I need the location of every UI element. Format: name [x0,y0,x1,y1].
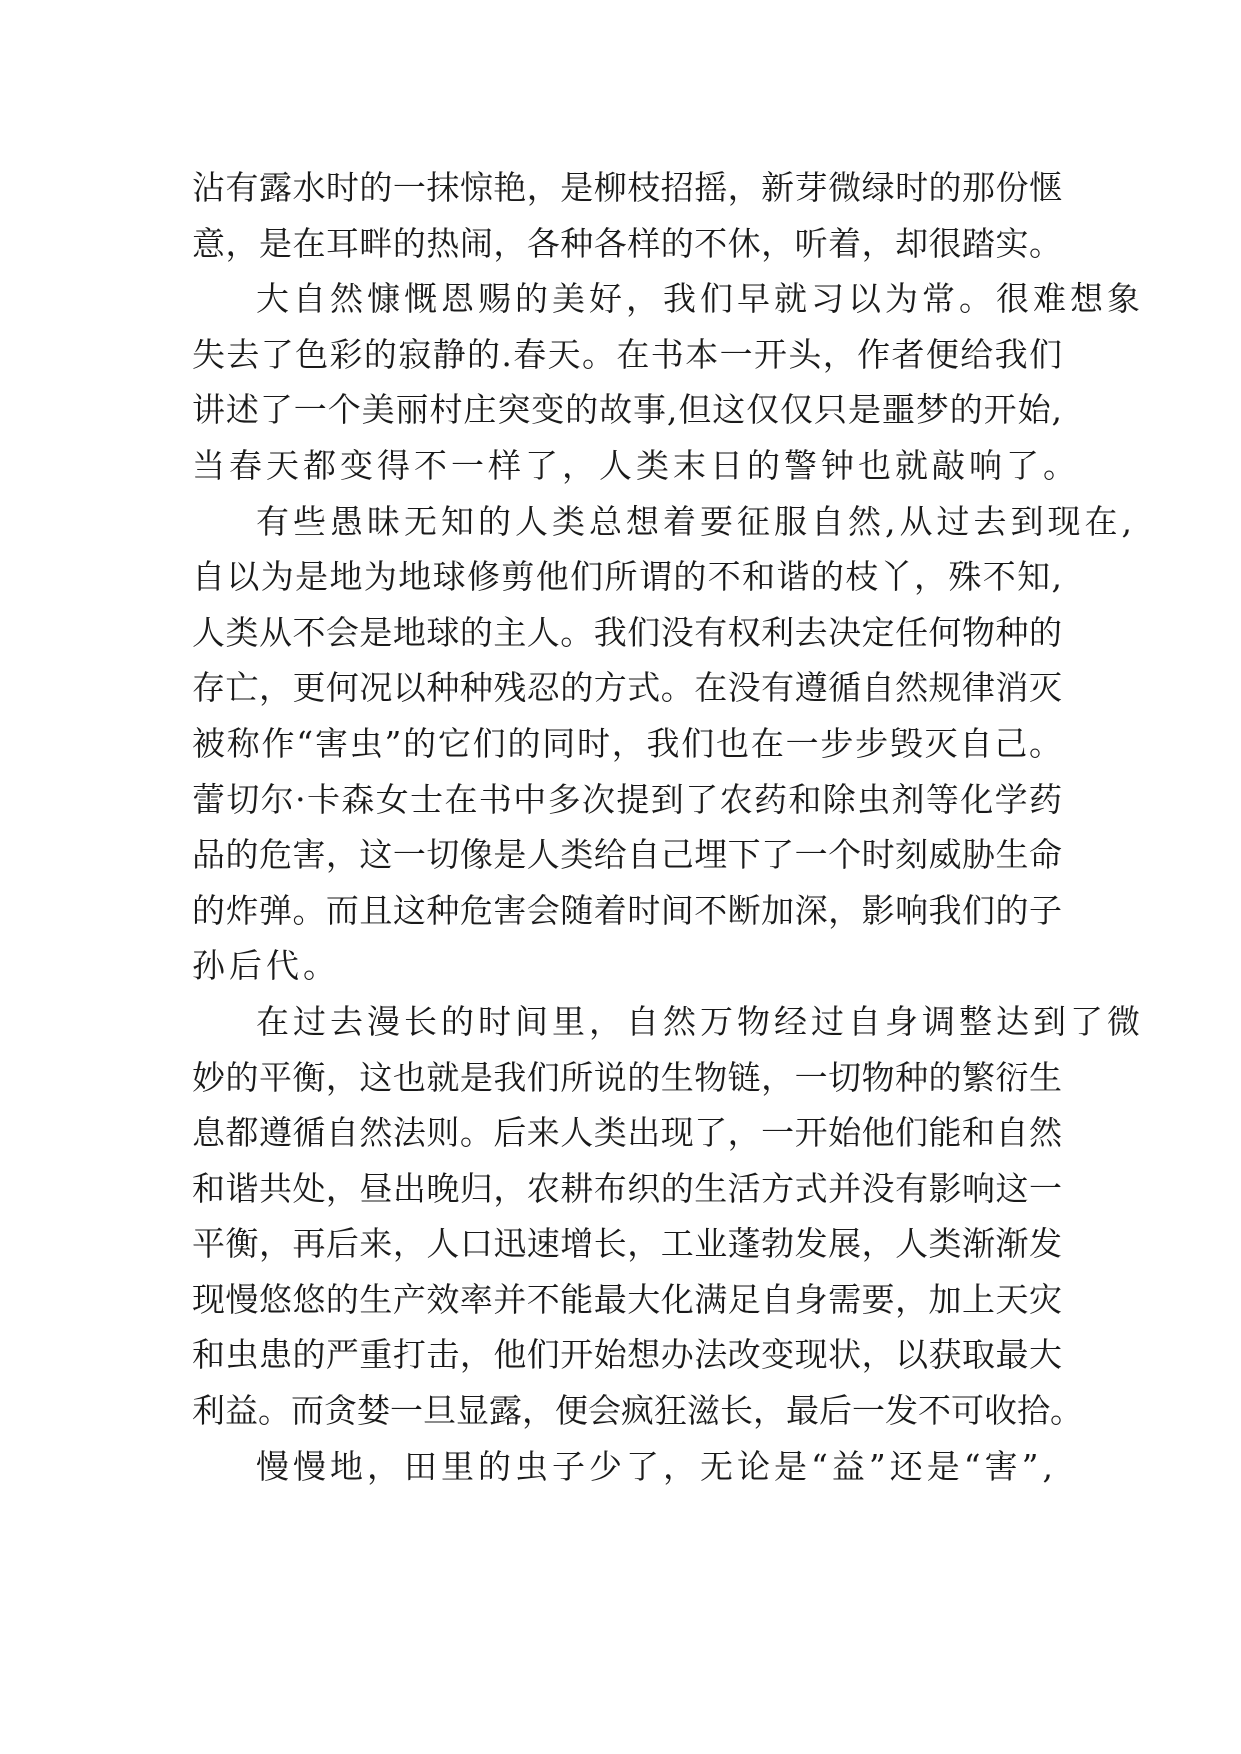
paragraph-2 [192,271,1144,493]
text-line: 慢慢地，田里的虫子少了，无论是“益”还是“害”, [256,1446,1057,1486]
text-line: 孙后代。 [192,946,340,986]
text-line: 品的危害，这一切像是人类给自己埋下了一个时刻威胁生命 [192,835,1062,875]
text-line: 沾有露水时的一抹惊艳，是柳枝招摇，新芽微绿时的那份惬 [192,168,1062,207]
text-line: 的炸弹。而且这种危害会随着时间不断加深，影响我们的子 [192,890,1062,930]
text-line: 意，是在耳畔的热闹，各种各样的不休，听着，却很踏实。 [192,223,1062,263]
text-line: 现慢悠悠的生产效率并不能最大化满足自身需要，加上天灾 [192,1279,1062,1319]
paragraph-4 [192,994,1144,1439]
document-body [192,160,1144,1494]
text-line: 有些愚昧无知的人类总想着要征服自然,从过去到现在, [256,501,1136,541]
text-line: 和虫患的严重打击，他们开始想办法改变现状，以获取最大 [192,1335,1062,1375]
text-line: 平衡，再后来，人口迅速增长，工业蓬勃发展，人类渐渐发 [192,1224,1062,1264]
paragraph-5 [192,1439,1062,1495]
text-line: 大自然慷慨恩赐的美好，我们早就习以为常。很难想象 [256,279,1144,319]
text-line: 和谐共处，昼出晚归，农耕布织的生活方式并没有影响这一 [192,1168,1062,1208]
paragraph-1 [192,160,1062,271]
text-line: 在过去漫长的时间里，自然万物经过自身调整达到了微 [256,1001,1144,1041]
text-line: 人类从不会是地球的主人。我们没有权利去决定任何物种的 [192,612,1062,652]
text-line: 自以为是地为地球修剪他们所谓的不和谐的枝丫，殊不知, [192,557,1062,597]
text-line: 当春天都变得不一样了，人类末日的警钟也就敲响了。 [192,445,1080,485]
text-line: 被称作“害虫”的它们的同时，我们也在一步步毁灭自己。 [192,723,1062,763]
text-line: 失去了色彩的寂静的.春天。在书本一开头，作者便给我们 [192,334,1062,374]
paragraph-3 [192,494,1136,994]
text-line: 利益。而贪婪一旦显露，便会疯狂滋长，最后一发不可收拾。 [192,1391,1083,1431]
text-line: 讲述了一个美丽村庄突变的故事,但这仅仅只是噩梦的开始, [192,390,1062,430]
text-line: 蕾切尔·卡森女士在书中多次提到了农药和除虫剂等化学药 [192,779,1062,819]
text-line: 妙的平衡，这也就是我们所说的生物链，一切物种的繁衍生 [192,1057,1062,1097]
text-line: 存亡，更何况以种种残忍的方式。在没有遵循自然规律消灭 [192,668,1062,708]
text-line: 息都遵循自然法则。后来人类出现了，一开始他们能和自然 [192,1113,1062,1153]
